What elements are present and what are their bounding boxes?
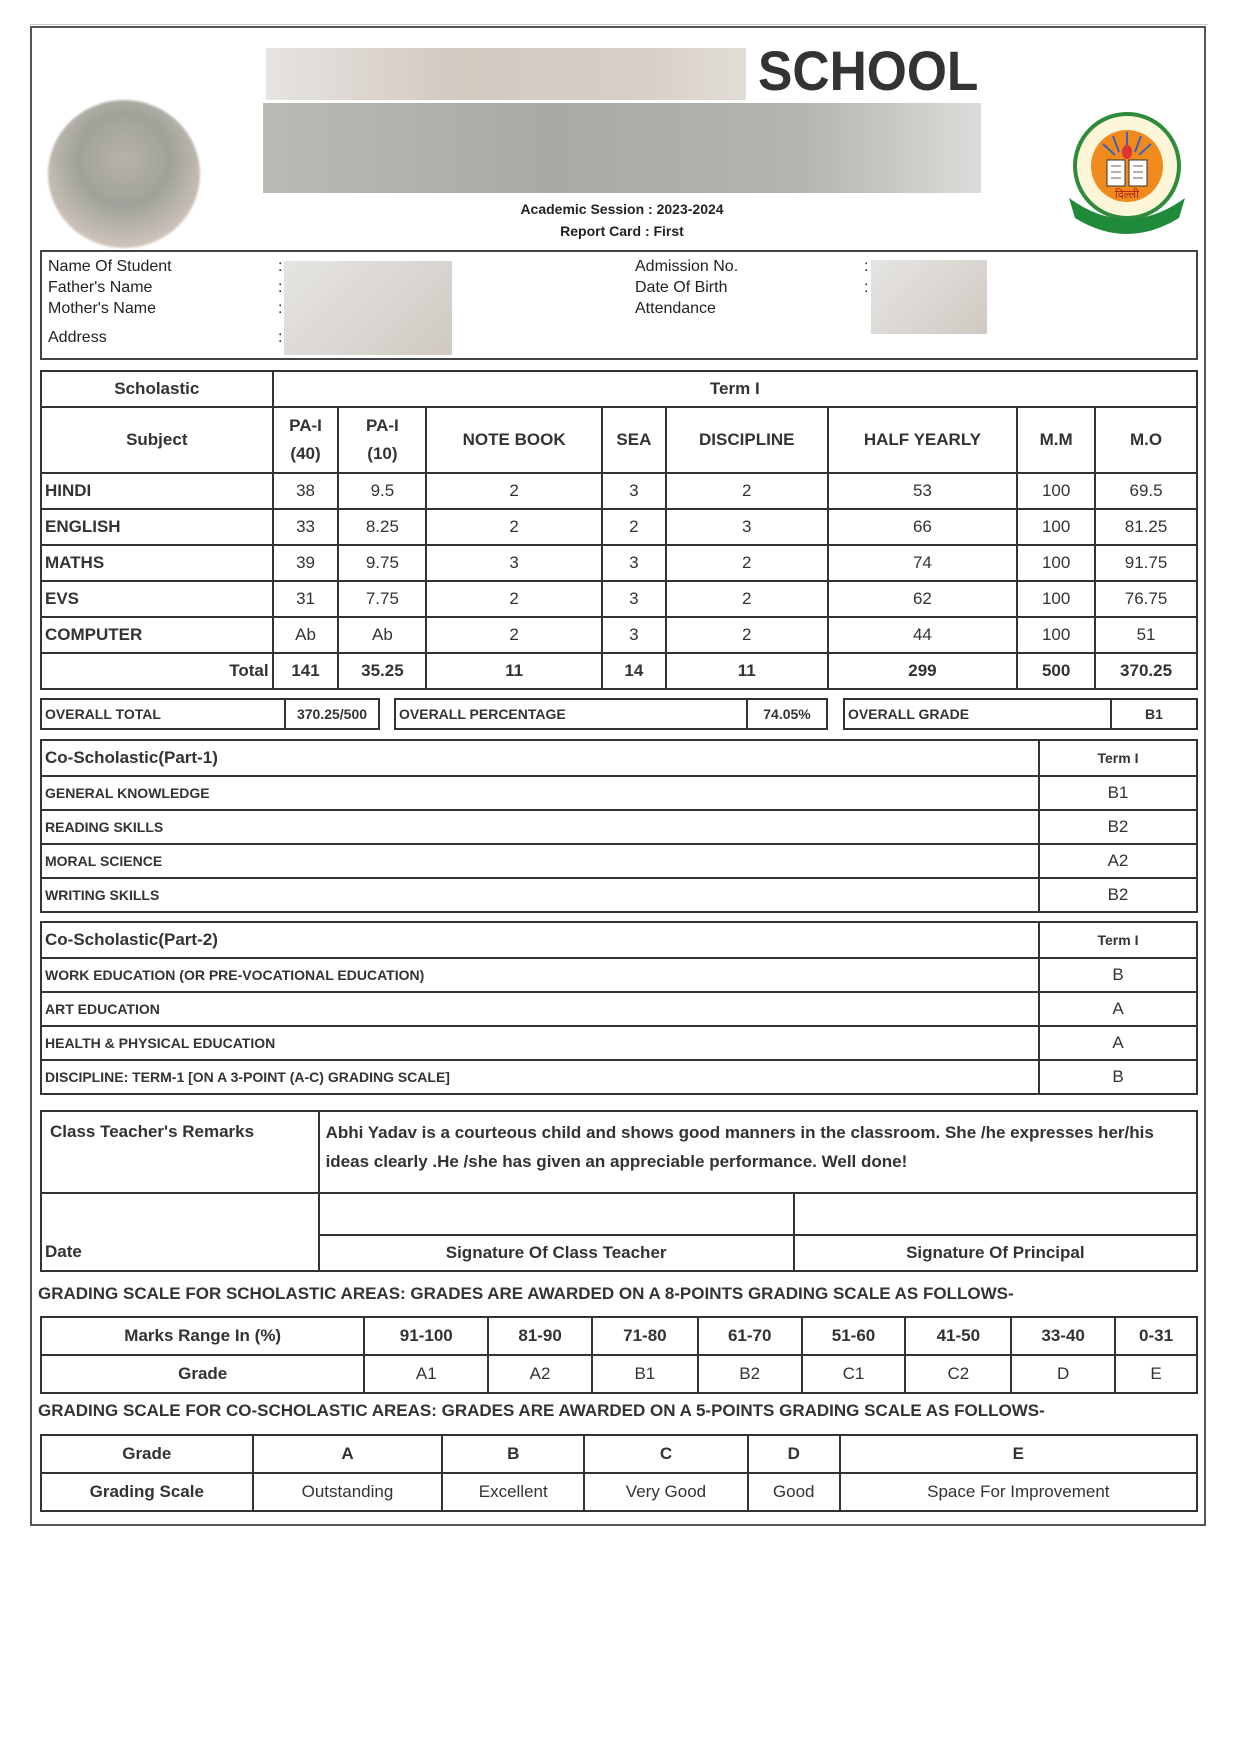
overall-total-value: 370.25/500 [296, 706, 368, 722]
page-top-rule [30, 24, 1208, 25]
co-scholastic-2-title: Co-Scholastic(Part-2) [41, 922, 1039, 958]
separator: : [864, 258, 869, 275]
session-info [263, 198, 981, 242]
term-header: Term I [273, 371, 1197, 407]
col-discipline: DISCIPLINE [666, 407, 828, 473]
col-notebook: NOTE BOOK [426, 407, 602, 473]
col-pa-40: PA-I (40) [273, 407, 339, 473]
scholastic-grading-heading: GRADING SCALE FOR SCHOLASTIC AREAS: GRADES ARE AWARDED ON A 8-POINTS GRADING SCALE AS FOLLOWS- [38, 1284, 1014, 1303]
class-teacher-signature-label: Signature Of Class Teacher [319, 1235, 794, 1271]
scholastic-marks-table [40, 370, 1198, 690]
separator: : [278, 300, 283, 317]
overall-grade-value: B1 [1145, 706, 1163, 722]
table-row: GENERAL KNOWLEDGE B1 [41, 776, 1197, 810]
separator: : [278, 279, 283, 296]
cbse-logo-icon [1065, 110, 1190, 238]
co-scholastic-1-title: Co-Scholastic(Part-1) [41, 740, 1039, 776]
table-row: ENGLISH 33 8.25 2 2 3 66 100 81.25 [41, 509, 1197, 545]
overall-total-label: OVERALL TOTAL [42, 700, 286, 728]
scholastic-grading-table: Marks Range In (%) 91-100 81-90 71-80 61-70 51-60 41-50 33-40 0-31 Grade A1 A2 B1 B2 C1 C2 D E [40, 1316, 1198, 1394]
term-header: Term I [1039, 740, 1197, 776]
col-subject: Subject [41, 407, 273, 473]
principal-signature-area [794, 1193, 1197, 1235]
mothers-name-label: Mother's Name [48, 300, 156, 317]
student-photo [48, 100, 200, 248]
table-row: WRITING SKILLS B2 [41, 878, 1197, 912]
principal-signature-label: Signature Of Principal [794, 1235, 1197, 1271]
svg-text:दिल्ली: दिल्ली [1115, 188, 1139, 201]
remarks-text: Abhi Yadav is a courteous child and shows good manners in the classroom. She /he expresses her/his ideas clearly .He /she has given an appreciable performance. Well done! [319, 1111, 1197, 1193]
school-title: SCHOOL [758, 39, 979, 102]
grading-scale-label: Grading Scale [41, 1473, 253, 1511]
table-row: HEALTH & PHYSICAL EDUCATION A [41, 1026, 1197, 1060]
remarks-label: Class Teacher's Remarks [41, 1111, 319, 1193]
name-of-student-label: Name Of Student [48, 258, 172, 275]
col-max-marks: M.M [1017, 407, 1095, 473]
co-scholastic-grading-table: Grade A B C D E Grading Scale Outstanding Excellent Very Good Good Space For Improvement [40, 1434, 1198, 1512]
student-info-panel [40, 250, 1198, 360]
table-row: EVS 31 7.75 2 3 2 62 100 76.75 [41, 581, 1197, 617]
attendance-label: Attendance [635, 300, 716, 317]
student-details-redacted [284, 261, 452, 355]
fathers-name-label: Father's Name [48, 279, 153, 296]
table-row: MORAL SCIENCE A2 [41, 844, 1197, 878]
overall-percentage-value: 74.05% [763, 706, 811, 722]
report-card-type: Report Card : First [560, 223, 684, 239]
class-teacher-signature-area [319, 1193, 794, 1235]
school-name-redacted [266, 48, 746, 100]
overall-grade-label: OVERALL GRADE [845, 700, 1112, 728]
total-row: Total 141 35.25 11 14 11 299 500 370.25 [41, 653, 1197, 689]
separator: : [278, 329, 283, 346]
term-header: Term I [1039, 922, 1197, 958]
co-scholastic-grading-heading: GRADING SCALE FOR CO-SCHOLASTIC AREAS: GRADES ARE AWARDED ON A 5-POINTS GRADING SCALE AS FOLLOWS- [38, 1401, 1045, 1420]
table-row: READING SKILLS B2 [41, 810, 1197, 844]
academic-session: Academic Session : 2023-2024 [520, 201, 724, 217]
co-scholastic-part-2-table [40, 921, 1198, 1095]
table-row: ART EDUCATION A [41, 992, 1197, 1026]
marks-range-label: Marks Range In (%) [41, 1317, 364, 1355]
co-scholastic-part-1-table [40, 739, 1198, 913]
col-marks-obtained: M.O [1095, 407, 1197, 473]
col-pa-10: PA-I (10) [338, 407, 426, 473]
table-row: DISCIPLINE: TERM-1 [ON A 3-POINT (A-C) GRADING SCALE] B [41, 1060, 1197, 1094]
admission-details-redacted [871, 260, 987, 334]
table-row: COMPUTER Ab Ab 2 3 2 44 100 51 [41, 617, 1197, 653]
grade-label: Grade [41, 1355, 364, 1393]
overall-grade-box [843, 698, 1198, 730]
school-address-redacted [263, 103, 981, 193]
separator: : [278, 258, 283, 275]
col-sea: SEA [602, 407, 666, 473]
admission-no-label: Admission No. [635, 258, 739, 275]
table-row: WORK EDUCATION (OR PRE-VOCATIONAL EDUCATION) B [41, 958, 1197, 992]
overall-percentage-box [394, 698, 828, 730]
scholastic-header: Scholastic [41, 371, 273, 407]
table-row: MATHS 39 9.75 3 3 2 74 100 91.75 [41, 545, 1197, 581]
address-label: Address [48, 329, 107, 346]
grade-label: Grade [41, 1435, 253, 1473]
date-of-birth-label: Date Of Birth [635, 279, 728, 296]
date-label: Date [41, 1193, 319, 1271]
overall-percentage-label: OVERALL PERCENTAGE [396, 700, 748, 728]
table-row: HINDI 38 9.5 2 3 2 53 100 69.5 [41, 473, 1197, 509]
remarks-table [40, 1110, 1198, 1272]
separator: : [864, 279, 869, 296]
col-half-yearly: HALF YEARLY [828, 407, 1018, 473]
overall-total-box [40, 698, 380, 730]
